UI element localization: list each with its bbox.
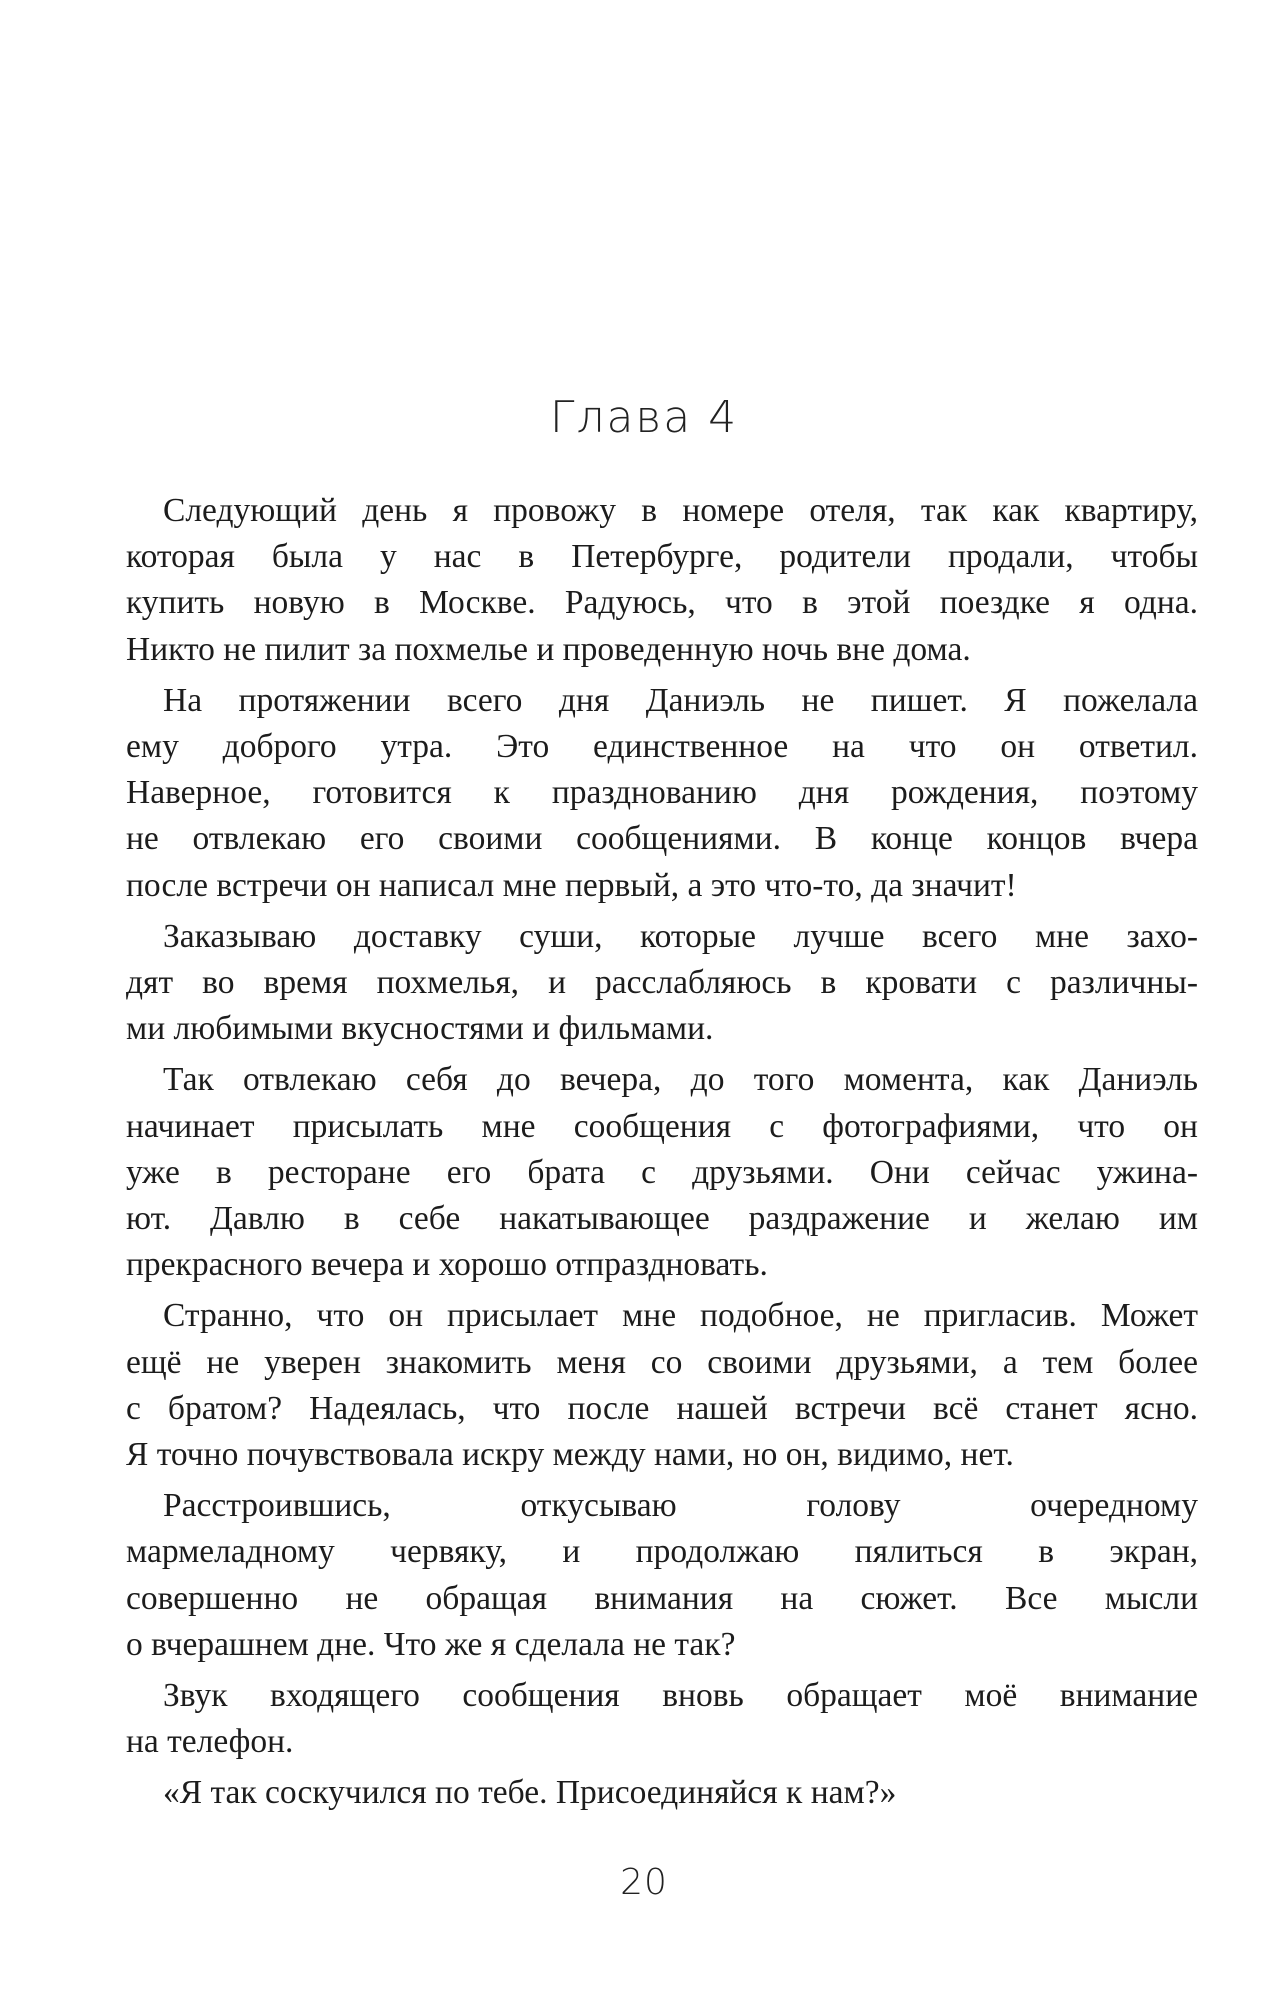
text-line: после встречи он написал мне первый, а это что-то, да значит! bbox=[126, 866, 1017, 904]
page-number: 20 bbox=[620, 1862, 668, 1903]
text-line: Я точно почувствовала искру между нами, но он, видимо, нет. bbox=[126, 1436, 1014, 1474]
text-line: ему доброго утра. Это единственное на что он ответил. bbox=[126, 728, 1198, 766]
paragraph-7 bbox=[126, 1673, 1198, 1765]
text-line: совершенно не обращая внимания на сюжет. Все мысли bbox=[126, 1579, 1198, 1617]
text-line: на телефон. bbox=[126, 1723, 294, 1761]
paragraph-5 bbox=[126, 1293, 1198, 1478]
text-line: с братом? Надеялась, что после нашей встречи всё станет ясно. bbox=[126, 1389, 1198, 1427]
text-line: Заказываю доставку суши, которые лучше всего мне захо- bbox=[163, 917, 1198, 955]
chapter-title: Глава 4 bbox=[549, 392, 739, 443]
text-line: купить новую в Москве. Радуюсь, что в этой поездке я одна. bbox=[126, 584, 1198, 622]
paragraph-3 bbox=[126, 914, 1198, 1053]
paragraph-6 bbox=[126, 1483, 1198, 1668]
text-line: «Я так соскучился по тебе. Присоединяйся к нам?» bbox=[163, 1774, 897, 1812]
text-line: начинает присылать мне сообщения с фотографиями, что он bbox=[126, 1107, 1198, 1145]
paragraph-1 bbox=[126, 488, 1198, 673]
text-line: которая была у нас в Петербурге, родители продали, чтобы bbox=[126, 538, 1198, 576]
text-line: Следующий день я провожу в номере отеля, так как квартиру, bbox=[163, 492, 1198, 529]
text-line: Наверное, готовится к празднованию дня рождения, поэтому bbox=[126, 774, 1198, 812]
text-line: Странно, что он присылает мне подобное, не пригласив. Может bbox=[163, 1297, 1198, 1335]
text-line: Никто не пилит за похмелье и проведенную ночь вне дома. bbox=[126, 630, 971, 668]
text-line: Так отвлекаю себя до вечера, до того момента, как Даниэль bbox=[163, 1061, 1198, 1099]
text-line: о вчерашнем дне. Что же я сделала не так? bbox=[126, 1625, 736, 1663]
text-line: ещё не уверен знакомить меня со своими друзьями, а тем более bbox=[126, 1343, 1198, 1381]
text-line: прекрасного вечера и хорошо отпраздновать. bbox=[126, 1246, 768, 1284]
text-line: мармеладному червяку, и продолжаю пялиться в экран, bbox=[126, 1533, 1198, 1571]
body-text bbox=[126, 488, 1198, 1822]
text-line: ми любимыми вкусностями и фильмами. bbox=[126, 1010, 714, 1048]
text-line: уже в ресторане его брата с друзьями. Они сейчас ужина- bbox=[126, 1153, 1198, 1191]
text-line: Расстроившись, откусываю голову очередному bbox=[163, 1487, 1198, 1525]
paragraph-2 bbox=[126, 678, 1198, 909]
text-line: ют. Давлю в себе накатывающее раздражение и желаю им bbox=[126, 1200, 1198, 1238]
text-line: не отвлекаю его своими сообщениями. В конце концов вчера bbox=[126, 820, 1198, 858]
paragraph-4 bbox=[126, 1057, 1198, 1288]
text-line: На протяжении всего дня Даниэль не пишет. Я пожелала bbox=[163, 681, 1198, 719]
paragraph-8 bbox=[126, 1770, 1198, 1816]
text-line: Звук входящего сообщения вновь обращает моё внимание bbox=[163, 1677, 1198, 1715]
text-line: дят во время похмелья, и расслабляюсь в кровати с различны- bbox=[126, 964, 1198, 1002]
